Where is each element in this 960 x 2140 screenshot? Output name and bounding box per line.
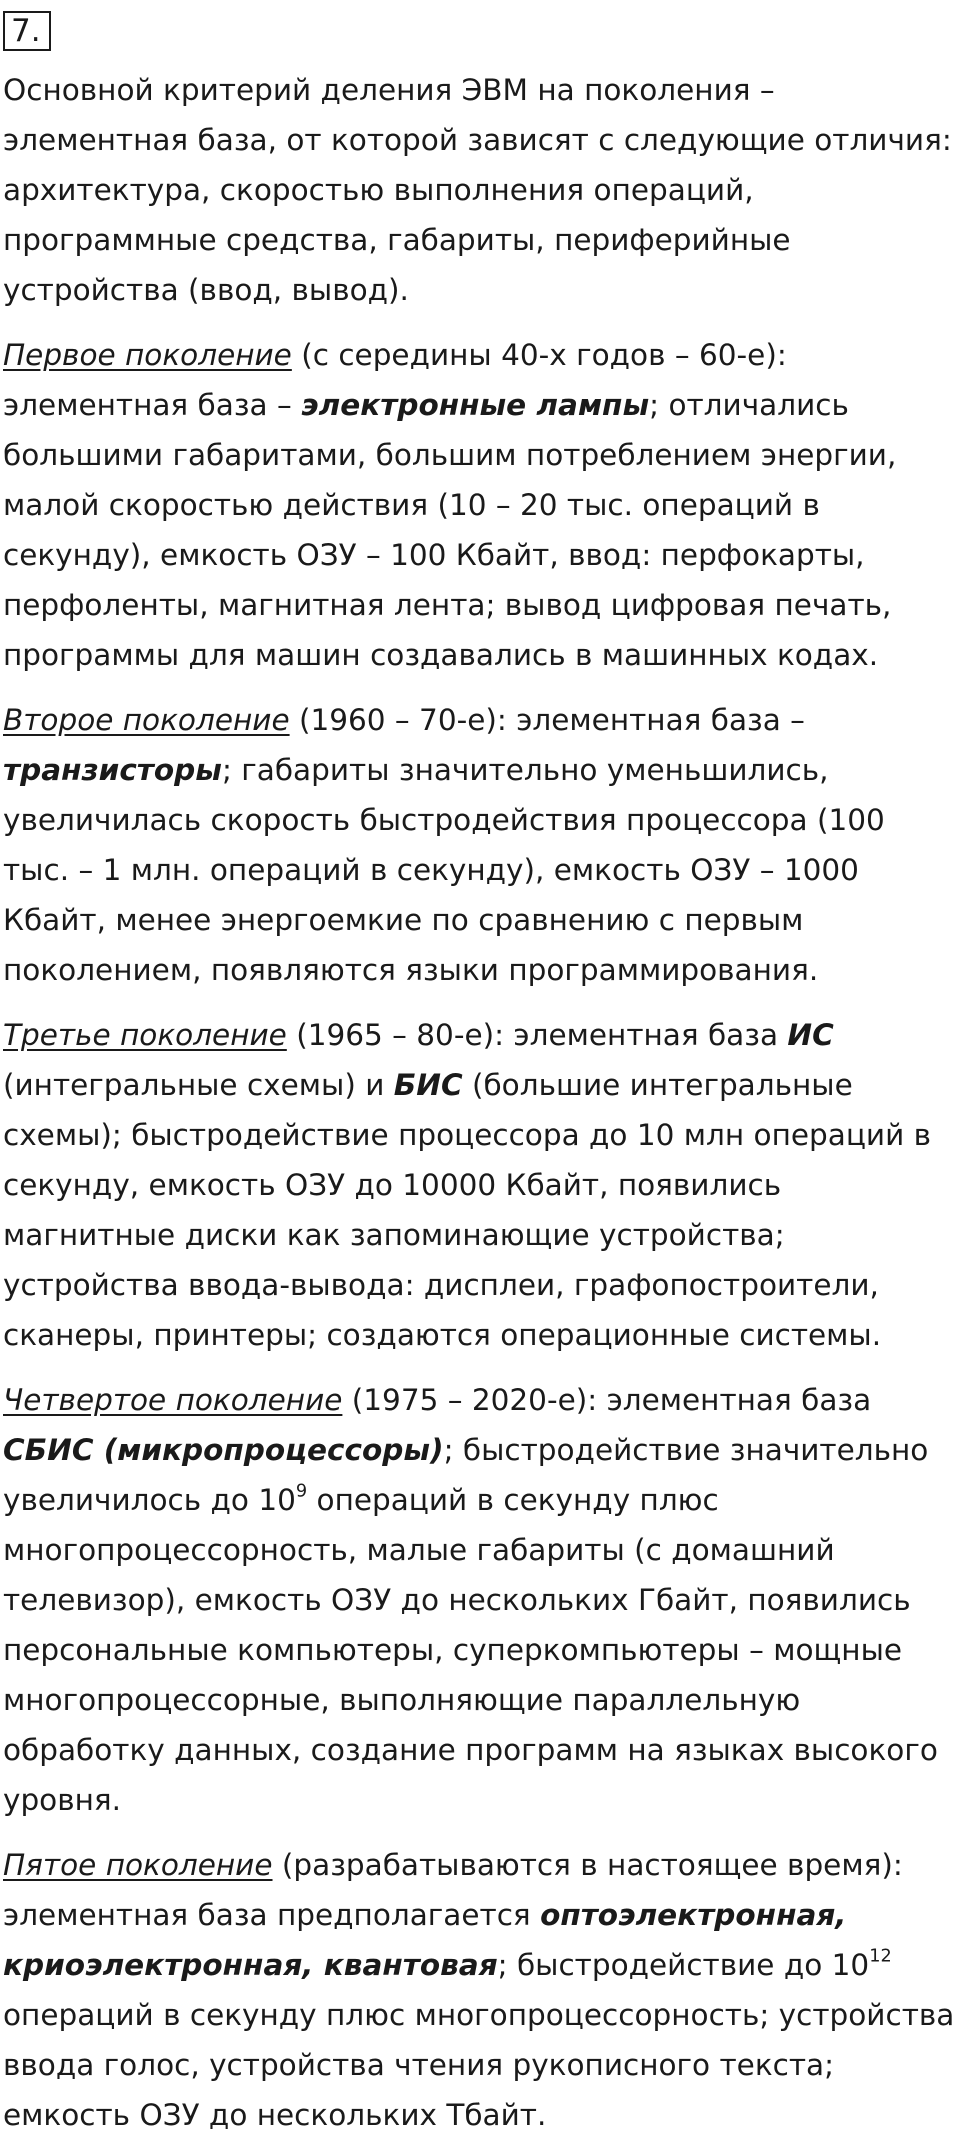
- generation-5-text-2: ; быстродействие до 10: [497, 1948, 870, 1982]
- generation-5-text-1: (разрабатываются в настоящее время): элементная база предполагается: [3, 1848, 903, 1932]
- generation-1-text-2: ; отличались большими габаритами, большим потреблением энергии, малой скоростью действия (10 – 20 тыс. операций в секунду), емкость ОЗУ – 100 Кбайт, ввод: перфокарты, перфоленты, магнитная лента; вывод цифровая печать, программы для машин создавались в машинных кодах.: [3, 388, 897, 672]
- generation-2-text-2: ; габариты значительно уменьшились, увеличилась скорость быстродействия процессора (100 тыс. – 1 млн. операций в секунду), емкость ОЗУ – 1000 Кбайт, менее энергоемкие по сравнению с первым поколением, появляются языки программирования.: [3, 753, 885, 987]
- generation-4-text-1: (1975 – 2020-е): элементная база: [342, 1383, 872, 1417]
- generation-4-exponent: 9: [295, 1481, 308, 1502]
- generation-3-title: Третье поколение: [3, 1018, 287, 1052]
- generation-3-paragraph: [3, 1010, 960, 1360]
- generation-5-element-base: оптоэлектронная, криоэлектронная, квантовая: [3, 1898, 847, 1982]
- generation-5-title: Пятое поколение: [3, 1848, 273, 1882]
- generation-4-text-2: ; быстродействие значительно увеличилось до 10: [3, 1433, 929, 1517]
- generation-5-paragraph: [3, 1840, 960, 2140]
- generation-1-title: Первое поколение: [3, 338, 292, 372]
- generation-1-element-base: электронные лампы: [301, 388, 650, 422]
- generation-4-title: Четвертое поколение: [3, 1383, 343, 1417]
- generation-3-text-2: (интегральные схемы) и: [3, 1068, 394, 1102]
- generation-3-element-base-is: ИС: [787, 1018, 834, 1052]
- intro-text: Основной критерий деления ЭВМ на поколения – элементная база, от которой зависят с следующие отличия: архитектура, скоростью выполнения операций, программные средства, габариты, периферийные устройства (ввод, вывод).: [3, 73, 952, 307]
- generation-4-element-base: СБИС (микропроцессоры): [3, 1433, 444, 1467]
- task-number: 7.: [3, 11, 51, 51]
- generation-4-paragraph: [3, 1375, 960, 1825]
- generation-2-paragraph: [3, 695, 960, 995]
- generation-5-text-3: операций в секунду плюс многопроцессорность; устройства ввода голос, устройства чтения рукописного текста; емкость ОЗУ до нескольких Тбайт.: [3, 1998, 955, 2132]
- generation-2-text-1: (1960 – 70-е): элементная база –: [289, 703, 805, 737]
- generation-3-text-3: (большие интегральные схемы); быстродействие процессора до 10 млн операций в секунду, емкость ОЗУ до 10000 Кбайт, появились магнитные диски как запоминающие устройства; устройства ввода-вывода: дисплеи, графопостроители, сканеры, принтеры; создаются операционные системы.: [3, 1068, 932, 1352]
- generation-1-paragraph: [3, 330, 960, 680]
- generation-3-element-base-bis: БИС: [393, 1068, 463, 1102]
- intro-paragraph: [3, 65, 960, 315]
- generation-4-text-3: операций в секунду плюс многопроцессорность, малые габариты (с домашний телевизор), емкость ОЗУ до нескольких Гбайт, появились персональные компьютеры, суперкомпьютеры – мощные многопроцессорные, выполняющие параллельную обработку данных, создание программ на языках высокого уровня.: [3, 1483, 938, 1817]
- generation-5-exponent: 12: [869, 1946, 892, 1967]
- generation-3-text-1: (1965 – 80-е): элементная база: [286, 1018, 788, 1052]
- generation-2-title: Второе поколение: [3, 703, 290, 737]
- generation-1-text-1: (с середины 40-х годов – 60-е): элементная база –: [3, 338, 787, 422]
- generation-2-element-base: транзисторы: [3, 753, 222, 787]
